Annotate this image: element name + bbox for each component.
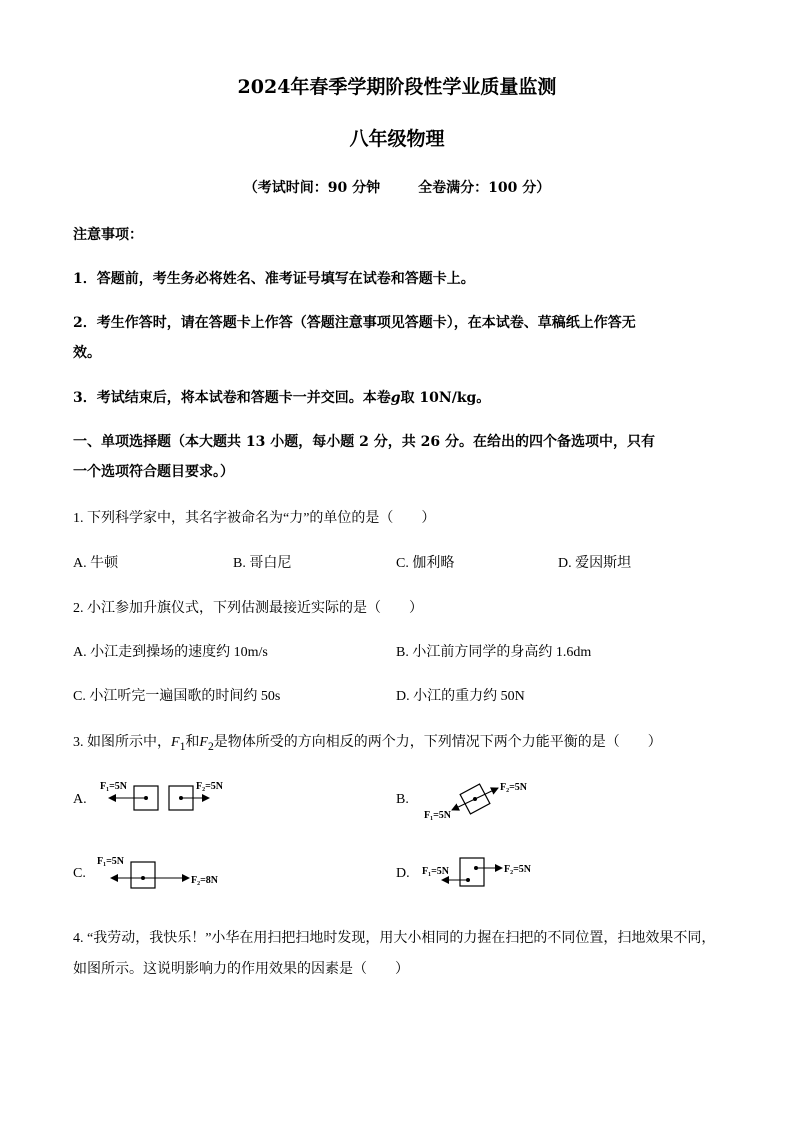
question-3-option-b[interactable]: B. [396,792,409,807]
question-3-option-d[interactable]: D. [396,866,410,881]
question-2-option-b[interactable]: B. 小江前方同学的身高约 1.6dm [396,645,592,660]
gravity-symbol: g [390,390,401,406]
full-score: 全卷满分：100 分） [418,180,551,196]
question-1-option-b[interactable]: B. 哥白尼 [233,556,292,571]
question-4-stem-line-1: 4. “我劳动，我快乐！”小华在用扫把扫地时发现，用大小相同的力握在扫把的不同位置，扫地效果不同， [73,931,716,946]
question-2-stem: 2. 小江参加升旗仪式，下列估测最接近实际的是（ ） [73,601,423,616]
diagram-b [420,776,550,831]
note-item-2-line-2: 效。 [73,345,101,361]
force-f1-subscript: 1 [179,739,186,753]
question-1-option-a[interactable]: A. 牛顿 [73,556,119,571]
exam-info [0,177,794,197]
notes-heading: 注意事项： [73,227,143,243]
note-item-2-line-1: 2．考生作答时，请在答题卡上作答（答题注意事项见答题卡），在本试卷、草稿纸上作答无 [73,315,636,331]
diagram-d-block [460,858,484,886]
diagram-d-svg [420,850,560,895]
question-3-option-c[interactable]: C. [73,866,86,881]
note-item-3-text: 3．考试结束后，将本试卷和答题卡一并交回。本卷 [73,390,391,406]
question-1-option-d[interactable]: D. 爱因斯坦 [558,556,632,571]
diagram-a [95,776,245,826]
diagram-b-f1-label: F₁=5N [424,810,452,821]
diagram-d [420,850,560,900]
force-f1-symbol: F [171,735,180,750]
diagram-c [95,850,245,900]
question-3-stem-end: 是物体所受的方向相反的两个力，下列情况下两个力能平衡的是（ ） [213,735,662,750]
question-3-stem-start: 3. 如图所示中， [73,735,171,750]
note-item-1: 1．答题前，考生务必将姓名、准考证号填写在试卷和答题卡上。 [73,271,475,287]
exam-time: （考试时间：90 分钟 [243,180,381,196]
exam-subject: 八年级物理 [349,128,445,150]
diagram-b-svg [420,776,550,826]
force-f2-subscript: 2 [207,739,214,753]
diagram-b-f2-label: F₂=5N [500,782,528,793]
question-2-option-c[interactable]: C. 小江听完一遍国歌的时间约 50s [73,689,281,704]
diagram-a-svg [95,776,245,821]
question-1-stem: 1. 下列科学家中，其名字被命名为“力”的单位的是（ ） [73,511,436,526]
question-3-option-a[interactable]: A. [73,792,87,807]
diagram-d-f1-label: F₁=5N [422,866,450,877]
note-item-3 [73,387,733,407]
diagram-c-f2-label: F₂=8N [191,875,219,886]
question-2-option-d[interactable]: D. 小江的重力约 50N [396,689,525,704]
diagram-c-svg [95,850,245,895]
section-1-heading-line-2: 一个选项符合题目要求。） [73,464,234,480]
section-1-heading-line-1: 一、单项选择题（本大题共 13 小题，每小题 2 分，共 26 分。在给出的四个备选项中，只有 [73,434,655,450]
exam-title: 2024年春季学期阶段性学业质量监测 [237,76,557,98]
diagram-c-f1-label: F₁=5N [97,856,125,867]
diagram-c-block [131,862,155,888]
diagram-d-f2-label: F₂=5N [504,864,532,875]
question-3-and: 和 [185,735,200,750]
diagram-a-f2-label: F₂=5N [196,781,224,792]
note-item-3-tail: 取 10N/kg。 [400,390,491,406]
question-4-stem-line-2: 如图所示。这说明影响力的作用效果的因素是（ ） [73,962,409,977]
diagram-a-f1-label: F₁=5N [100,781,128,792]
question-3-stem [73,731,662,753]
force-f2-symbol: F [199,735,208,750]
question-1-option-c[interactable]: C. 伽利略 [396,556,455,571]
question-2-option-a[interactable]: A. 小江走到操场的速度约 10m/s [73,645,268,660]
